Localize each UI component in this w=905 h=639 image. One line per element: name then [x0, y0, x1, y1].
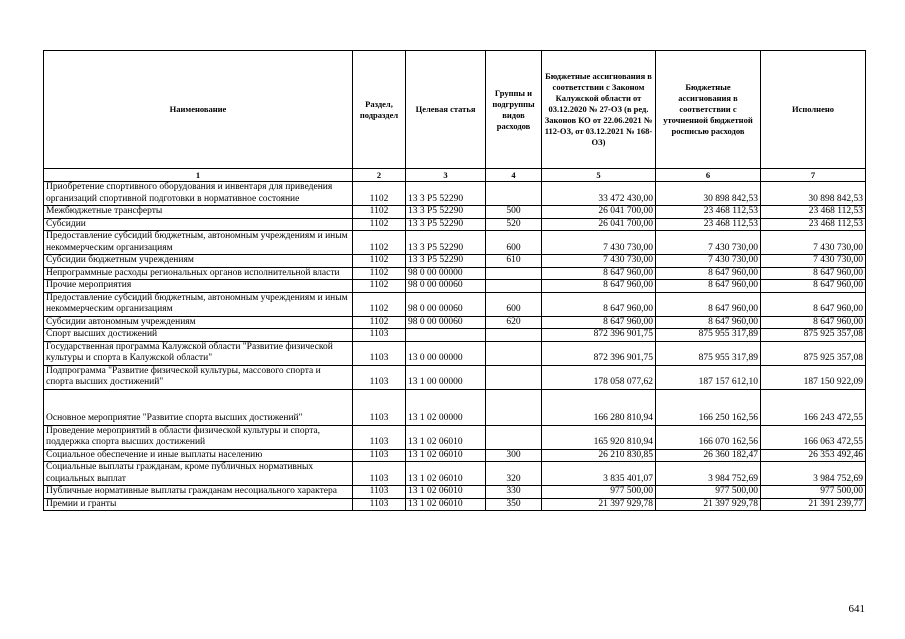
- row-target: 13 1 02 06010: [406, 462, 486, 486]
- column-number-row: [44, 169, 866, 182]
- row-target: 13 0 00 00000: [406, 341, 486, 365]
- col-number: 3: [406, 169, 486, 182]
- row-target: [406, 329, 486, 342]
- row-section: 1103: [353, 486, 406, 499]
- row-executed: 23 468 112,53: [761, 218, 866, 231]
- table-row: [44, 365, 866, 389]
- row-target: 13 3 P5 52290: [406, 231, 486, 255]
- row-name: Социальные выплаты гражданам, кроме публичных нормативных социальных выплат: [44, 462, 353, 486]
- table-row: [44, 292, 866, 316]
- row-group: [486, 425, 542, 449]
- row-allocations-list: 3 984 752,69: [656, 462, 761, 486]
- row-section: 1103: [353, 389, 406, 425]
- col-number: 6: [656, 169, 761, 182]
- row-allocations-list: 21 397 929,78: [656, 498, 761, 511]
- table-row: [44, 218, 866, 231]
- row-group: 600: [486, 292, 542, 316]
- col-number: 5: [542, 169, 656, 182]
- row-name: Премии и гранты: [44, 498, 353, 511]
- row-section: 1102: [353, 218, 406, 231]
- table-row: [44, 462, 866, 486]
- row-allocations-law: 872 396 901,75: [542, 341, 656, 365]
- row-executed: 7 430 730,00: [761, 255, 866, 268]
- row-allocations-law: 26 041 700,00: [542, 218, 656, 231]
- row-executed: 8 647 960,00: [761, 292, 866, 316]
- row-name: Межбюджетные трансферты: [44, 206, 353, 219]
- row-executed: 166 243 472,55: [761, 389, 866, 425]
- row-name: Публичные нормативные выплаты гражданам несоциального характера: [44, 486, 353, 499]
- table-row: [44, 255, 866, 268]
- row-group: [486, 280, 542, 293]
- header-section: Раздел, подраздел: [353, 51, 406, 169]
- row-group: [486, 329, 542, 342]
- header-allocations-law: Бюджетные ассигнования в соответствии с Законом Калужской области от 03.12.2020 № 27-ОЗ (в ред. Законов КО от 22.06.2021 № 112-ОЗ, от 03.12.2021 № 168-ОЗ): [542, 51, 656, 169]
- row-name: Основное мероприятие "Развитие спорта высших достижений": [44, 389, 353, 425]
- table-row: [44, 280, 866, 293]
- row-section: 1102: [353, 292, 406, 316]
- row-allocations-list: 8 647 960,00: [656, 292, 761, 316]
- table-row: [44, 389, 866, 425]
- row-allocations-law: 33 472 430,00: [542, 182, 656, 206]
- row-allocations-list: 8 647 960,00: [656, 267, 761, 280]
- row-allocations-law: 26 210 830,85: [542, 449, 656, 462]
- row-group: [486, 365, 542, 389]
- row-target: 13 3 P5 52290: [406, 255, 486, 268]
- row-name: Предоставление субсидий бюджетным, автономным учреждениям и иным некоммерческим организациям: [44, 231, 353, 255]
- row-section: 1103: [353, 462, 406, 486]
- row-group: 300: [486, 449, 542, 462]
- row-allocations-list: 8 647 960,00: [656, 316, 761, 329]
- header-executed: Исполнено: [761, 51, 866, 169]
- row-allocations-list: 26 360 182,47: [656, 449, 761, 462]
- col-number: 1: [44, 169, 353, 182]
- row-allocations-law: 977 500,00: [542, 486, 656, 499]
- row-allocations-list: 875 955 317,89: [656, 329, 761, 342]
- row-executed: 21 391 239,77: [761, 498, 866, 511]
- row-name: Прочие мероприятия: [44, 280, 353, 293]
- row-allocations-list: 7 430 730,00: [656, 255, 761, 268]
- row-group: [486, 267, 542, 280]
- row-name: Социальное обеспечение и иные выплаты населению: [44, 449, 353, 462]
- row-allocations-list: 187 157 612,10: [656, 365, 761, 389]
- row-allocations-law: 872 396 901,75: [542, 329, 656, 342]
- row-name: Подпрограмма "Развитие физической культуры, массового спорта и спорта высших достижений": [44, 365, 353, 389]
- row-group: 330: [486, 486, 542, 499]
- row-group: 600: [486, 231, 542, 255]
- row-executed: 977 500,00: [761, 486, 866, 499]
- row-section: 1102: [353, 316, 406, 329]
- row-name: Проведение мероприятий в области физической культуры и спорта, поддержка спорта высших достижений: [44, 425, 353, 449]
- row-executed: 187 150 922,09: [761, 365, 866, 389]
- row-group: [486, 389, 542, 425]
- row-group: [486, 182, 542, 206]
- col-number: 7: [761, 169, 866, 182]
- row-allocations-law: 3 835 401,07: [542, 462, 656, 486]
- table-row: [44, 231, 866, 255]
- row-allocations-list: 7 430 730,00: [656, 231, 761, 255]
- row-section: 1103: [353, 425, 406, 449]
- row-target: 13 3 P5 52290: [406, 206, 486, 219]
- row-group: [486, 341, 542, 365]
- row-target: 13 1 02 06010: [406, 486, 486, 499]
- header-row: [44, 51, 866, 169]
- row-allocations-list: 166 250 162,56: [656, 389, 761, 425]
- row-allocations-law: 8 647 960,00: [542, 316, 656, 329]
- table-row: [44, 486, 866, 499]
- row-group: 320: [486, 462, 542, 486]
- row-target: 13 1 00 00000: [406, 365, 486, 389]
- row-group: 350: [486, 498, 542, 511]
- row-executed: 3 984 752,69: [761, 462, 866, 486]
- row-target: 13 1 02 06010: [406, 449, 486, 462]
- row-target: 13 1 02 06010: [406, 498, 486, 511]
- row-name: Предоставление субсидий бюджетным, автономным учреждениям и иным некоммерческим организациям: [44, 292, 353, 316]
- row-section: 1102: [353, 206, 406, 219]
- row-name: Спорт высших достижений: [44, 329, 353, 342]
- row-group: 500: [486, 206, 542, 219]
- row-allocations-law: 21 397 929,78: [542, 498, 656, 511]
- row-target: 13 3 P5 52290: [406, 218, 486, 231]
- table-row: [44, 425, 866, 449]
- row-allocations-list: 30 898 842,53: [656, 182, 761, 206]
- col-number: 4: [486, 169, 542, 182]
- table-row: [44, 329, 866, 342]
- row-name: Субсидии бюджетным учреждениям: [44, 255, 353, 268]
- row-allocations-list: 23 468 112,53: [656, 218, 761, 231]
- table-body: [44, 182, 866, 511]
- row-name: Непрограммные расходы региональных органов исполнительной власти: [44, 267, 353, 280]
- row-name: Субсидии: [44, 218, 353, 231]
- row-section: 1102: [353, 267, 406, 280]
- row-target: 98 0 00 00060: [406, 292, 486, 316]
- row-target: 98 0 00 00060: [406, 280, 486, 293]
- row-executed: 8 647 960,00: [761, 267, 866, 280]
- row-target: 98 0 00 00060: [406, 316, 486, 329]
- row-allocations-law: 165 920 810,94: [542, 425, 656, 449]
- row-section: 1103: [353, 341, 406, 365]
- row-allocations-law: 7 430 730,00: [542, 255, 656, 268]
- row-executed: 30 898 842,53: [761, 182, 866, 206]
- table-row: [44, 316, 866, 329]
- row-allocations-law: 166 280 810,94: [542, 389, 656, 425]
- row-allocations-list: 8 647 960,00: [656, 280, 761, 293]
- row-allocations-law: 7 430 730,00: [542, 231, 656, 255]
- header-name: Наименование: [44, 51, 353, 169]
- row-executed: 7 430 730,00: [761, 231, 866, 255]
- row-allocations-law: 26 041 700,00: [542, 206, 656, 219]
- row-target: 13 1 02 00000: [406, 389, 486, 425]
- row-allocations-list: 23 468 112,53: [656, 206, 761, 219]
- row-executed: 875 925 357,08: [761, 341, 866, 365]
- row-executed: 23 468 112,53: [761, 206, 866, 219]
- table-row: [44, 449, 866, 462]
- row-allocations-law: 8 647 960,00: [542, 267, 656, 280]
- row-allocations-list: 875 955 317,89: [656, 341, 761, 365]
- row-target: 13 1 02 06010: [406, 425, 486, 449]
- row-target: 13 3 P5 52290: [406, 182, 486, 206]
- row-target: 98 0 00 00000: [406, 267, 486, 280]
- row-group: 610: [486, 255, 542, 268]
- col-number: 2: [353, 169, 406, 182]
- row-section: 1102: [353, 280, 406, 293]
- row-section: 1102: [353, 231, 406, 255]
- row-name: Приобретение спортивного оборудования и инвентаря для приведения организаций спортивной подготовки в нормативное состояние: [44, 182, 353, 206]
- row-name: Субсидии автономным учреждениям: [44, 316, 353, 329]
- row-section: 1102: [353, 182, 406, 206]
- table-row: [44, 182, 866, 206]
- row-allocations-law: 178 058 077,62: [542, 365, 656, 389]
- header-allocations-list: Бюджетные ассигнования в соответствии с уточненной бюджетной росписью расходов: [656, 51, 761, 169]
- row-executed: 875 925 357,08: [761, 329, 866, 342]
- row-allocations-law: 8 647 960,00: [542, 292, 656, 316]
- row-section: 1103: [353, 365, 406, 389]
- row-allocations-list: 977 500,00: [656, 486, 761, 499]
- row-group: 520: [486, 218, 542, 231]
- page-number: 641: [848, 603, 865, 615]
- header-target: Целевая статья: [406, 51, 486, 169]
- row-group: 620: [486, 316, 542, 329]
- budget-table: [43, 50, 866, 511]
- row-section: 1102: [353, 255, 406, 268]
- row-section: 1103: [353, 329, 406, 342]
- row-allocations-law: 8 647 960,00: [542, 280, 656, 293]
- table-row: [44, 498, 866, 511]
- table-row: [44, 206, 866, 219]
- row-executed: 26 353 492,46: [761, 449, 866, 462]
- row-executed: 166 063 472,55: [761, 425, 866, 449]
- row-section: 1103: [353, 498, 406, 511]
- row-section: 1103: [353, 449, 406, 462]
- row-name: Государственная программа Калужской области "Развитие физической культуры и спорта в Калужской области": [44, 341, 353, 365]
- table-row: [44, 341, 866, 365]
- header-groups: Группы и подгруппы видов расходов: [486, 51, 542, 169]
- row-allocations-list: 166 070 162,56: [656, 425, 761, 449]
- row-executed: 8 647 960,00: [761, 316, 866, 329]
- table-row: [44, 267, 866, 280]
- row-executed: 8 647 960,00: [761, 280, 866, 293]
